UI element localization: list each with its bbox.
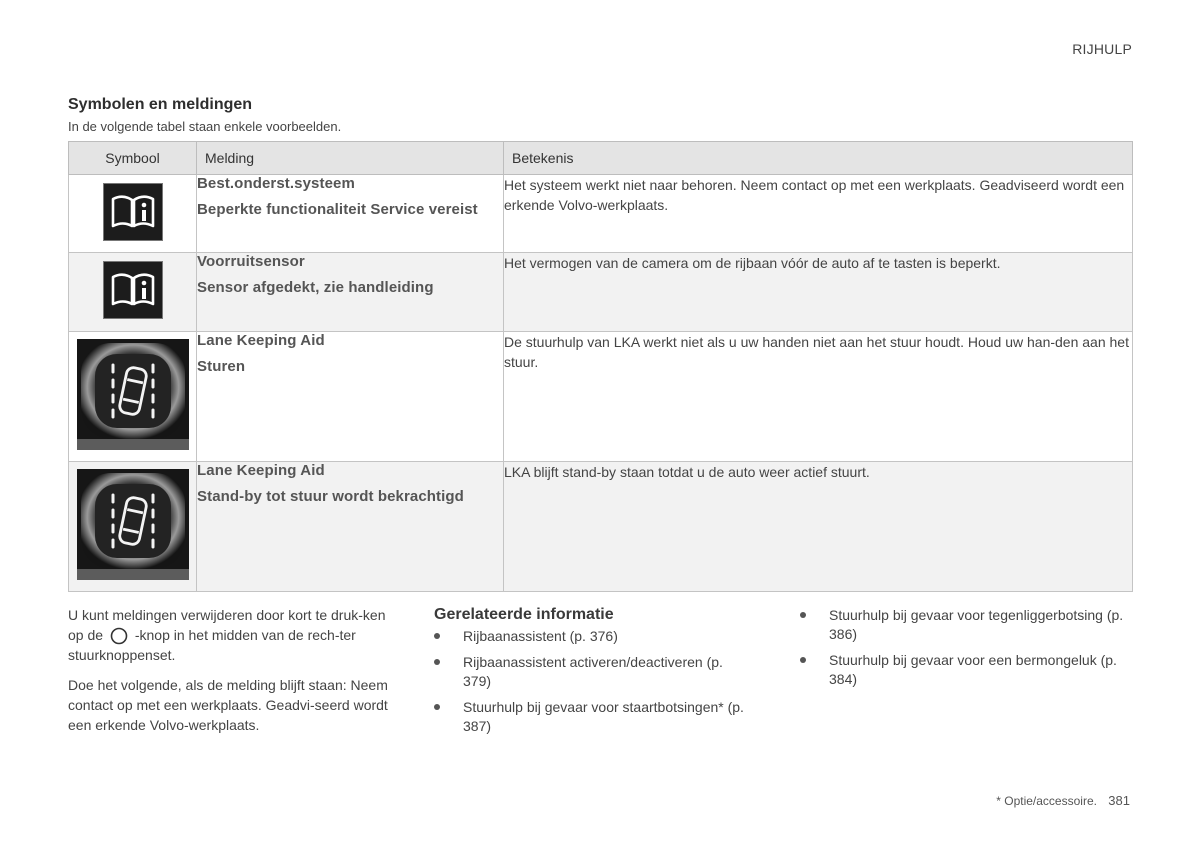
body-text bbox=[68, 605, 393, 745]
related-link-text[interactable]: Rijbaanassistent activeren/deactiveren (p. 379) bbox=[463, 654, 723, 689]
column-header-meaning: Betekenis bbox=[504, 142, 1133, 175]
meaning-cell: De stuurhulp van LKA werkt niet als u uw handen niet aan het stuur houdt. Houd uw han-den aan het stuur. bbox=[504, 332, 1133, 462]
related-link[interactable] bbox=[434, 653, 754, 691]
symbol-cell bbox=[69, 175, 197, 253]
lane-keeping-standby-icon bbox=[77, 469, 189, 580]
related-link[interactable] bbox=[434, 698, 754, 736]
related-link[interactable] bbox=[434, 627, 754, 646]
bullet-icon bbox=[800, 657, 806, 663]
page-number: 381 bbox=[1108, 793, 1130, 808]
page-title: Symbolen en meldingen bbox=[68, 96, 253, 113]
message-line1: Lane Keeping Aid bbox=[197, 332, 325, 349]
footnote: * Optie/accessoire. bbox=[996, 794, 1097, 808]
bullet-icon bbox=[434, 659, 440, 665]
body-paragraph-1-end: -knop in het midden van de rech-ter stuurknoppenset. bbox=[68, 627, 356, 664]
table-row bbox=[69, 462, 1133, 592]
lane-keeping-steer-icon bbox=[77, 339, 189, 450]
related-links-list bbox=[800, 606, 1140, 696]
related-link[interactable] bbox=[800, 651, 1140, 689]
table-row bbox=[69, 253, 1133, 332]
page-intro: In de volgende tabel staan enkele voorbeelden. bbox=[68, 119, 342, 134]
meaning-cell: LKA blijft stand-by staan totdat u de auto weer actief stuurt. bbox=[504, 462, 1133, 592]
message-line1: Lane Keeping Aid bbox=[197, 462, 325, 479]
message-line2: Sensor afgedekt, zie handleiding bbox=[197, 279, 434, 296]
bullet-icon bbox=[434, 633, 440, 639]
page-footer bbox=[996, 793, 1130, 808]
symbols-table bbox=[68, 141, 1133, 592]
body-paragraph-1-start: U kunt meldingen verwijderen door kort te druk-ken op de bbox=[68, 607, 386, 643]
message-line1: Best.onderst.systeem bbox=[197, 175, 355, 192]
meaning-cell: Het systeem werkt niet naar behoren. Neem contact op met een werkplaats. Geadviseerd wordt een erkende Volvo-werkplaats. bbox=[504, 175, 1133, 253]
column-header-message: Melding bbox=[197, 142, 504, 175]
related-info-heading: Gerelateerde informatie bbox=[434, 606, 614, 623]
symbol-cell bbox=[69, 462, 197, 592]
manual-info-icon bbox=[103, 183, 163, 241]
message-line1: Voorruitsensor bbox=[197, 253, 305, 270]
column-header-symbol: Symbool bbox=[69, 142, 197, 175]
related-link-text[interactable]: Stuurhulp bij gevaar voor tegenliggerbotsing (p. 386) bbox=[829, 607, 1124, 642]
table-header-row bbox=[69, 142, 1133, 175]
message-cell bbox=[197, 332, 504, 462]
body-paragraph-1 bbox=[68, 605, 393, 665]
table-row bbox=[69, 332, 1133, 462]
manual-info-icon bbox=[103, 261, 163, 319]
bullet-icon bbox=[800, 612, 806, 618]
related-link-text[interactable]: Stuurhulp bij gevaar voor een bermongeluk (p. 384) bbox=[829, 652, 1117, 687]
message-cell bbox=[197, 253, 504, 332]
bullet-icon bbox=[434, 704, 440, 710]
body-paragraph-2: Doe het volgende, als de melding blijft staan: Neem contact op met een werkplaats. Geadvi-seerd wordt een erkende Volvo-werkplaats. bbox=[68, 677, 388, 734]
related-link-text[interactable]: Rijbaanassistent (p. 376) bbox=[463, 628, 618, 644]
message-line2: Beperkte functionaliteit Service vereist bbox=[197, 201, 478, 218]
symbol-cell bbox=[69, 332, 197, 462]
message-cell bbox=[197, 462, 504, 592]
meaning-cell: Het vermogen van de camera om de rijbaan vóór de auto af te tasten is beperkt. bbox=[504, 253, 1133, 332]
message-cell bbox=[197, 175, 504, 253]
table-row bbox=[69, 175, 1133, 253]
related-links-list bbox=[434, 627, 754, 743]
symbol-cell bbox=[69, 253, 197, 332]
steering-wheel-button-icon bbox=[110, 627, 128, 645]
message-line2: Sturen bbox=[197, 358, 246, 375]
section-label: RIJHULP bbox=[1072, 41, 1132, 57]
related-link-text[interactable]: Stuurhulp bij gevaar voor staartbotsingen* (p. 387) bbox=[463, 699, 744, 734]
related-link[interactable] bbox=[800, 606, 1140, 644]
message-line2: Stand-by tot stuur wordt bekrachtigd bbox=[197, 488, 464, 505]
